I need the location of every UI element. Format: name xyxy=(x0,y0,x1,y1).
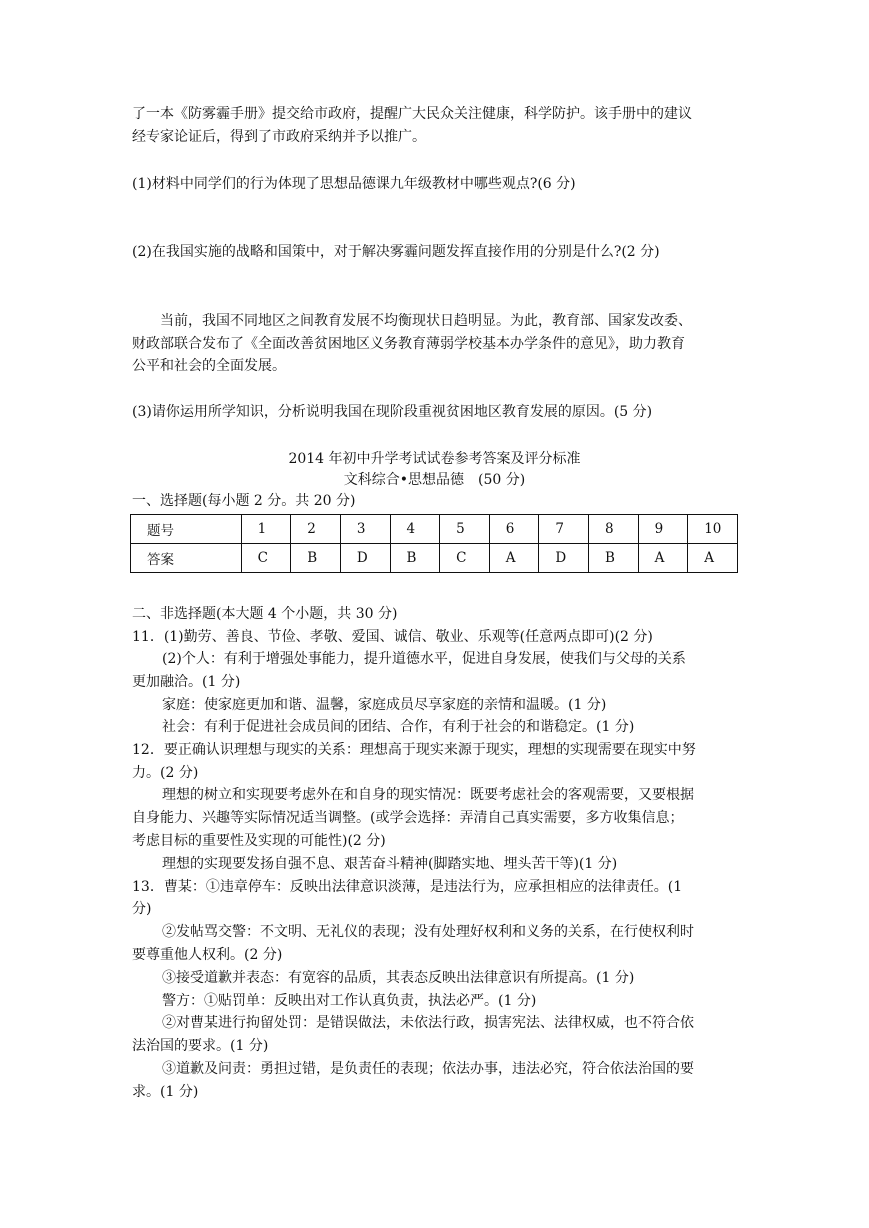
answer-cell: D xyxy=(539,544,589,573)
answer-line: 分) xyxy=(132,901,152,917)
table-row-label: 答案 xyxy=(131,544,242,573)
answer-cell: B xyxy=(390,544,440,573)
answer-line: 自身能力、兴趣等实际情况适当调整。(或学会选择：弄清自己真实需要，多方收集信息； xyxy=(132,810,684,826)
question-number-cell: 8 xyxy=(588,515,638,544)
answer-line: 社会：有利于促进社会成员间的团结、合作，有利于社会的和谐稳定。(1 分) xyxy=(162,719,635,735)
answer-key-subtitle: 文科综合•思想品德 (50 分) xyxy=(343,472,526,488)
material-line: 公平和社会的全面发展。 xyxy=(132,358,286,374)
answer-line: 理想的树立和实现要考虑外在和自身的现实情况：既要考虑社会的客观需要，又要根据 xyxy=(162,787,694,803)
question-3: (3)请你运用所学知识，分析说明我国在现阶段重视贫困地区教育发展的原因。(5 分) xyxy=(132,404,653,420)
question-number-cell: 7 xyxy=(539,515,589,544)
question-1: (1)材料中同学们的行为体现了思想品德课九年级教材中哪些观点?(6 分) xyxy=(132,176,576,192)
answer-line: ③道歉及问责：勇担过错，是负责任的表现；依法办事，违法必究，符合依法治国的要 xyxy=(162,1061,694,1077)
table-row xyxy=(131,515,738,544)
answer-line: 警方：①贴罚单：反映出对工作认真负责，执法必严。(1 分) xyxy=(162,993,537,1009)
section-heading: 二、非选择题(本大题 4 个小题，共 30 分) xyxy=(132,606,398,622)
answer-line: 法治国的要求。(1 分) xyxy=(132,1038,269,1054)
answer-line: 求。(1 分) xyxy=(132,1084,199,1100)
answer-line: (2)个人：有利于增强处事能力，提升道德水平，促进自身发展，使我们与父母的关系 xyxy=(162,651,686,667)
answer-key-title: 2014 年初中升学考试试卷参考答案及评分标准 xyxy=(288,451,581,467)
answer-line: ②对曹某进行拘留处罚：是错误做法，未依法行政，损害宪法、法律权威，也不符合依 xyxy=(162,1015,694,1031)
answer-cell: D xyxy=(340,544,390,573)
table-row-label: 题号 xyxy=(131,515,242,544)
question-number-cell: 3 xyxy=(340,515,390,544)
table-row xyxy=(131,544,738,573)
answer-line: 理想的实现要发扬自强不息、艰苦奋斗精神(脚踏实地、埋头苦干等)(1 分) xyxy=(162,856,618,872)
answer-line: 13．曹某：①违章停车：反映出法律意识淡薄，是违法行为，应承担相应的法律责任。(1 xyxy=(132,879,683,895)
question-number-cell: 5 xyxy=(440,515,490,544)
section-heading: 一、选择题(每小题 2 分。共 20 分) xyxy=(132,493,356,509)
answer-line: 更加融洽。(1 分) xyxy=(132,674,241,690)
answer-line: 11．(1)勤劳、善良、节俭、孝敬、爱国、诚信、敬业、乐观等(任意两点即可)(2 分) xyxy=(132,629,653,645)
material-line: 经专家论证后，得到了市政府采纳并予以推广。 xyxy=(132,129,426,145)
answer-line: 12．要正确认识理想与现实的关系：理想高于现实来源于现实，理想的实现需要在现实中努 xyxy=(132,742,696,758)
answer-cell: C xyxy=(440,544,490,573)
answer-cell: A xyxy=(489,544,539,573)
answer-line: 要尊重他人权利。(2 分) xyxy=(132,947,283,963)
answer-line: 考虑目标的重要性及实现的可能性)(2 分) xyxy=(132,833,386,849)
question-number-cell: 1 xyxy=(241,515,291,544)
question-number-cell: 6 xyxy=(489,515,539,544)
question-number-cell: 2 xyxy=(291,515,341,544)
answer-line: ③接受道歉并表态：有宽容的品质，其表态反映出法律意识有所提高。(1 分) xyxy=(162,970,635,986)
material-line: 了一本《防雾霾手册》提交给市政府，提醒广大民众关注健康，科学防护。该手册中的建议 xyxy=(132,106,692,122)
answer-cell: A xyxy=(638,544,688,573)
answer-cell: A xyxy=(688,544,738,573)
answer-cell: B xyxy=(588,544,638,573)
material-line: 当前，我国不同地区之间教育发展不均衡现状日趋明显。为此，教育部、国家发改委、 xyxy=(160,313,692,329)
answer-cell: C xyxy=(241,544,291,573)
question-number-cell: 9 xyxy=(638,515,688,544)
answer-line: 力。(2 分) xyxy=(132,765,199,781)
material-line: 财政部联合发布了《全面改善贫困地区义务教育薄弱学校基本办学条件的意见》，助力教育 xyxy=(132,336,685,352)
answer-line: ②发帖骂交警：不文明、无礼仪的表现；没有处理好权利和义务的关系，在行使权利时 xyxy=(162,924,694,940)
question-number-cell: 4 xyxy=(390,515,440,544)
answer-table xyxy=(130,514,738,573)
question-2: (2)在我国实施的战略和国策中，对于解决雾霾问题发挥直接作用的分别是什么?(2 分) xyxy=(132,244,660,260)
question-number-cell: 10 xyxy=(688,515,738,544)
answer-line: 家庭：使家庭更加和谐、温馨，家庭成员尽享家庭的亲情和温暖。(1 分) xyxy=(162,697,607,713)
answer-cell: B xyxy=(291,544,341,573)
